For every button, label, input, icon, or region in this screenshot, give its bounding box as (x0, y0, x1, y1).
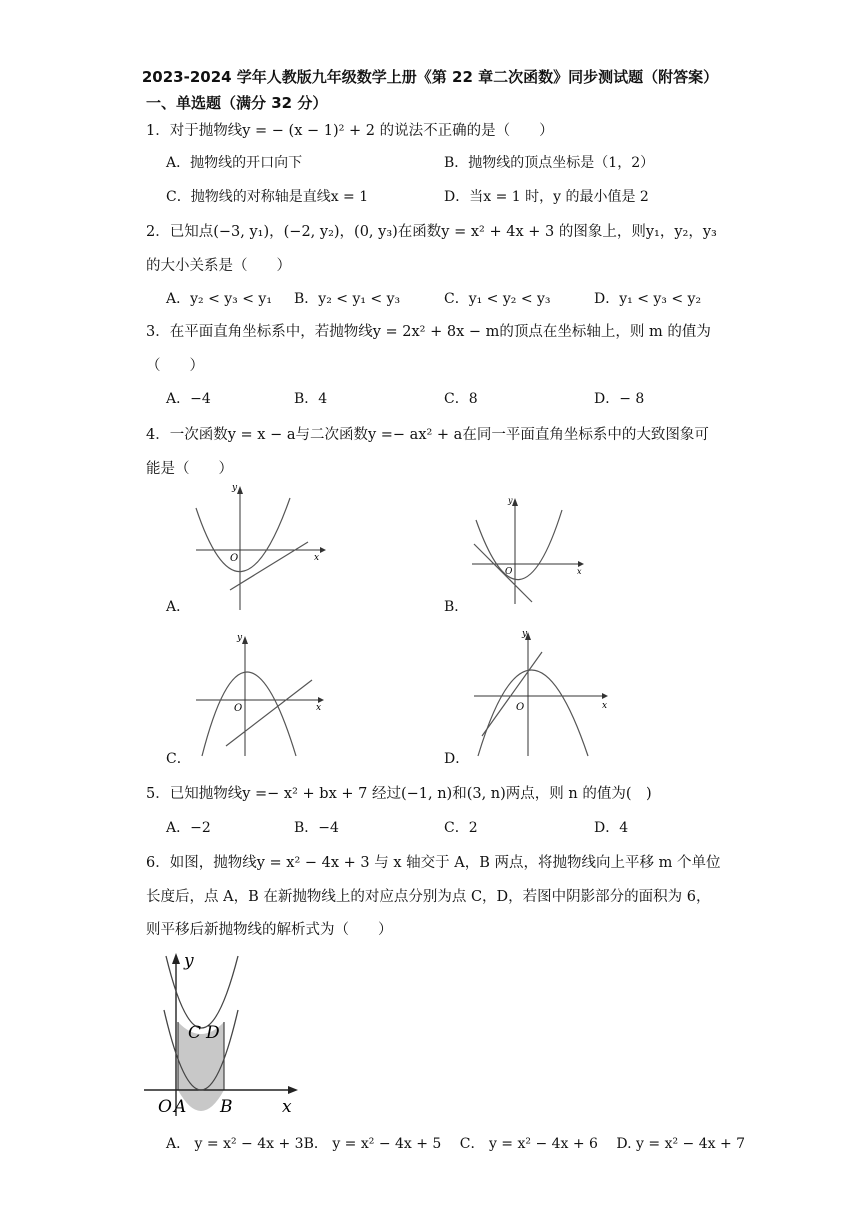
page-title: 2023-2024 学年人教版九年级数学上册《第 22 章二次函数》同步测试题（附答案） (141, 68, 719, 86)
q4a-origin: O (230, 553, 239, 564)
q3-option-c: C．8 (444, 391, 478, 407)
q3-stem-line2: （ ） (146, 358, 204, 374)
q4d-origin: O (516, 702, 525, 713)
q2-option-a: A．y₂ < y₃ < y₁ (166, 291, 272, 307)
q4b-origin: O (505, 567, 513, 577)
q5-option-b: B．−4 (294, 820, 339, 836)
q4b-y-label: y (508, 496, 513, 505)
q5-option-a: A．−2 (166, 820, 211, 836)
q2-option-c: C．y₁ < y₂ < y₃ (444, 291, 551, 307)
q6-stem-line2: 长度后，点 A，B 在新抛物线上的对应点分别为点 C，D，若图中阴影部分的面积为 6， (146, 889, 711, 905)
q1-stem: 1．对于抛物线y = − (x − 1)² + 2 的说法不正确的是（ ） (146, 123, 554, 139)
q5-option-d: D．4 (594, 820, 629, 836)
q6-x-label: x (282, 1097, 292, 1117)
q2-option-d: D．y₁ < y₃ < y₂ (594, 291, 702, 307)
q4b-x-label: x (577, 567, 582, 576)
q4a-x-label: x (314, 553, 320, 563)
q6-options: A． y = x² − 4x + 3B． y = x² − 4x + 5 C． y = x² − 4x + 6 D. y = x² − 4x + 7 (166, 1136, 746, 1152)
q6-stem-line1: 6．如图，抛物线y = x² − 4x + 3 与 x 轴交于 A，B 两点，将抛物线向上平移 m 个单位 (146, 855, 721, 871)
q4-option-b: B． (444, 599, 469, 615)
q2-stem-line1: 2．已知点(−3, y₁)，(−2, y₂)，(0, y₃)在函数y = x² + 4x + 3 的图象上，则y₁，y₂，y₃ (146, 224, 717, 240)
q4c-x-label: x (316, 703, 322, 713)
q4-option-a: A． (166, 599, 191, 615)
q4d-y-label: y (522, 629, 528, 639)
q6-point-c: C (188, 1023, 202, 1043)
q4d-x-label: x (602, 701, 608, 711)
q4a-y-label: y (232, 483, 238, 493)
q4-graph-b (470, 494, 590, 609)
q1-option-a: A．抛物线的开口向下 (166, 155, 303, 171)
q3-option-b: B．4 (294, 391, 328, 407)
q3-option-d: D．− 8 (594, 391, 645, 407)
q6-point-d: D (206, 1023, 220, 1043)
q6-y-label: y (184, 951, 194, 971)
section-heading: 一、单选题（满分 32 分） (146, 94, 328, 112)
q1-option-d: D．当x = 1 时，y 的最小值是 2 (444, 189, 649, 205)
q4-option-c: C． (166, 751, 191, 767)
q1-option-b: B．抛物线的顶点坐标是（1，2） (444, 155, 655, 171)
q2-stem-line2: 的大小关系是（ ） (146, 258, 291, 274)
q1-option-c: C．抛物线的对称轴是直线x = 1 (166, 189, 369, 205)
q6-origin-label: O (158, 1097, 172, 1117)
q6-stem-line3: 则平移后新抛物线的解析式为（ ） (146, 922, 393, 938)
q4-graph-d (470, 624, 620, 759)
q4-graph-c (190, 628, 330, 758)
q4-stem-line1: 4．一次函数y = x − a与二次函数y =− ax² + a在同一平面直角坐标系中的大致图象可 (146, 427, 709, 443)
q6-point-b: B (220, 1097, 233, 1117)
q6-figure (140, 950, 305, 1120)
q4-stem-line2: 能是（ ） (146, 461, 233, 477)
q4c-y-label: y (237, 633, 243, 643)
q4c-origin: O (234, 703, 243, 714)
q4-option-d: D． (444, 751, 470, 767)
q6-point-a: A (174, 1097, 187, 1117)
q3-option-a: A．−4 (166, 391, 211, 407)
q5-stem: 5．已知抛物线y =− x² + bx + 7 经过(−1, n)和(3, n)两点，则 n 的值为( ) (146, 786, 652, 802)
q5-option-c: C．2 (444, 820, 478, 836)
q3-stem-line1: 3．在平面直角坐标系中，若抛物线y = 2x² + 8x − m的顶点在坐标轴上，则 m 的值为 (146, 324, 711, 340)
q2-option-b: B．y₂ < y₁ < y₃ (294, 291, 401, 307)
q4-graph-a (190, 480, 330, 615)
